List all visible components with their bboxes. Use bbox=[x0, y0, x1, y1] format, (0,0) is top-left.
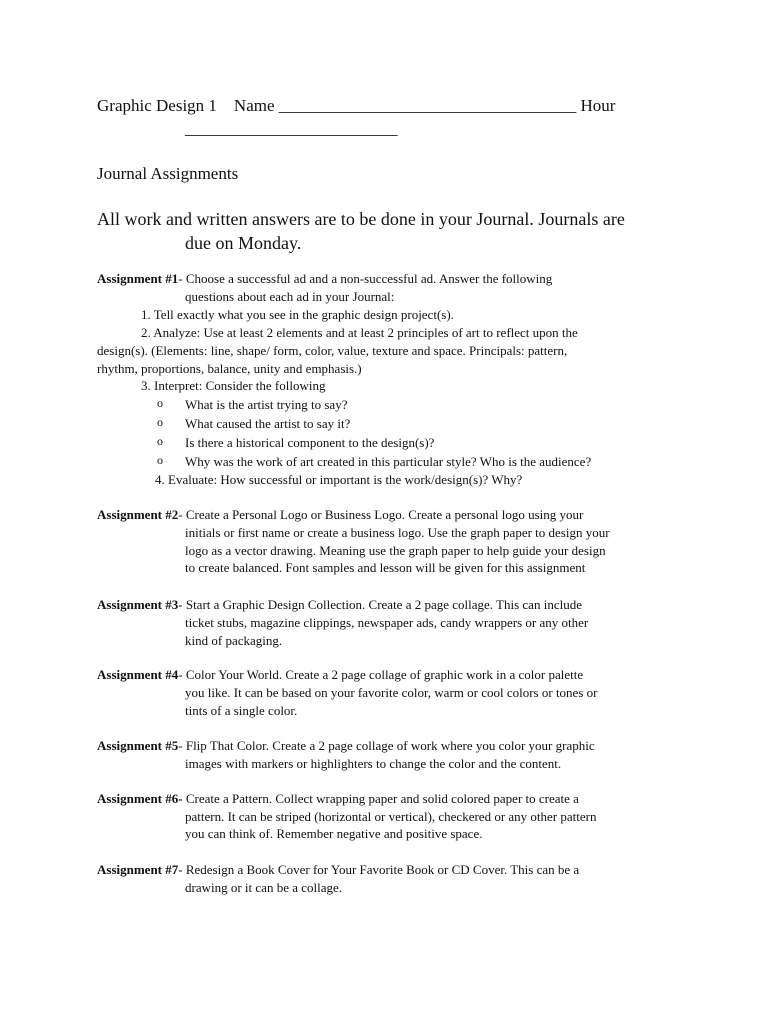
assignment-4-line-3: tints of a single color. bbox=[185, 703, 298, 718]
name-blank: ___________________________________ bbox=[278, 96, 577, 115]
assignment-6-label: Assignment #6- bbox=[97, 791, 183, 806]
assignment-2-line-4: to create balanced. Font samples and lesson will be given for this assignment bbox=[185, 560, 586, 575]
hour-label: Hour bbox=[580, 96, 616, 115]
assignment-1-step-2a: 2. Analyze: Use at least 2 elements and at least 2 principles of art to reflect upon the bbox=[141, 325, 578, 340]
hour-blank: _________________________ bbox=[185, 119, 398, 138]
assignment-6-line-1: Assignment #6- Create a Pattern. Collect wrapping paper and solid colored paper to create a bbox=[97, 791, 579, 806]
assignment-6-line-3: you can think of. Remember negative and positive space. bbox=[185, 826, 483, 841]
assignment-1-step-4: 4. Evaluate: How successful or important is the work/design(s)? Why? bbox=[155, 472, 523, 487]
assignment-1-line-1: Assignment #1- Choose a successful ad and a non-successful ad. Answer the following bbox=[97, 271, 553, 286]
bullet-item: What is the artist trying to say? bbox=[185, 397, 348, 412]
assignment-1-step-2c: rhythm, proportions, balance, unity and emphasis.) bbox=[97, 361, 362, 376]
assignment-1-label: Assignment #1 bbox=[97, 271, 179, 286]
assignment-4-line-2: you like. It can be based on your favorite color, warm or cool colors or tones or bbox=[185, 685, 598, 700]
assignment-5-line-1: Assignment #5- Flip That Color. Create a 2 page collage of work where you color your graphic bbox=[97, 738, 595, 753]
bullet-item: Is there a historical component to the design(s)? bbox=[185, 435, 435, 450]
intro-line-2: due on Monday. bbox=[185, 233, 302, 253]
assignment-2-line-3: logo as a vector drawing. Meaning use the graph paper to help guide your design bbox=[185, 543, 606, 558]
intro-line-1: All work and written answers are to be done in your Journal. Journals are bbox=[97, 209, 625, 229]
bullet-item: Why was the work of art created in this particular style? Who is the audience? bbox=[185, 454, 592, 469]
assignment-7-line-1: Assignment #7- Redesign a Book Cover for Your Favorite Book or CD Cover. This can be a bbox=[97, 862, 580, 877]
assignment-3-line-3: kind of packaging. bbox=[185, 633, 283, 648]
assignment-4-line-1: Assignment #4- Color Your World. Create a 2 page collage of graphic work in a color palette bbox=[97, 667, 584, 682]
assignment-1-step-2b: design(s). (Elements: line, shape/ form, color, value, texture and space. Principals: pattern, bbox=[97, 343, 568, 358]
bullet-icon: o bbox=[157, 453, 163, 467]
assignment-2-label: Assignment #2 bbox=[97, 507, 179, 522]
assignment-6-line-2: pattern. It can be striped (horizontal or vertical), checkered or any other pattern bbox=[185, 809, 597, 824]
assignment-1-line-2: questions about each ad in your Journal: bbox=[185, 289, 395, 304]
assignment-2-line-1: Assignment #2- Create a Personal Logo or Business Logo. Create a personal logo using your bbox=[97, 507, 584, 522]
bullet-icon: o bbox=[157, 434, 163, 448]
assignment-5-label: Assignment #5 bbox=[97, 738, 179, 753]
assignment-1-step-1: 1. Tell exactly what you see in the graphic design project(s). bbox=[141, 307, 454, 322]
page-title: Journal Assignments bbox=[97, 164, 239, 183]
bullet-item: What caused the artist to say it? bbox=[185, 416, 351, 431]
assignment-4-label: Assignment #4 bbox=[97, 667, 179, 682]
assignment-7-line-2: drawing or it can be a collage. bbox=[185, 880, 343, 895]
name-label: Name bbox=[233, 96, 275, 115]
bullet-icon: o bbox=[157, 415, 163, 429]
assignment-3-line-1: Assignment #3- Start a Graphic Design Collection. Create a 2 page collage. This can include bbox=[97, 597, 582, 612]
bullet-icon: o bbox=[157, 396, 163, 410]
assignment-3-label: Assignment #3 bbox=[97, 597, 179, 612]
assignment-1-step-3: 3. Interpret: Consider the following bbox=[141, 378, 326, 393]
assignment-2-line-2: initials or first name or create a business logo. Use the graph paper to design your bbox=[185, 525, 610, 540]
course-title: Graphic Design 1 bbox=[97, 96, 217, 115]
assignment-5-line-2: images with markers or highlighters to change the color and the content. bbox=[185, 756, 562, 771]
assignment-7-label: Assignment #7 bbox=[97, 862, 179, 877]
assignment-3-line-2: ticket stubs, magazine clippings, newspaper ads, candy wrappers or any other bbox=[185, 615, 589, 630]
header-line bbox=[97, 96, 615, 116]
